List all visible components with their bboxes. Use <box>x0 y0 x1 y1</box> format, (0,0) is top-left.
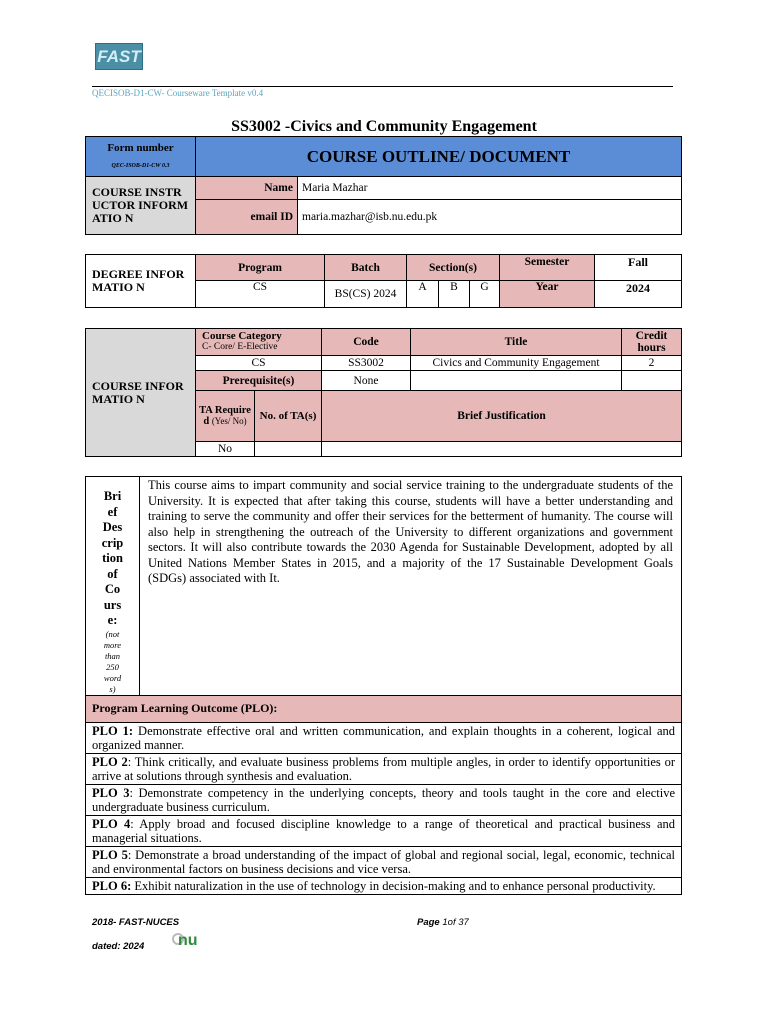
page-of: of 37 <box>447 917 469 928</box>
section-b: B <box>439 281 470 308</box>
category-label: Course Category <box>202 330 282 342</box>
description-label: Bri ef Des crip tion of Co urs e: <box>101 489 124 627</box>
plo-text: Demonstrate effective oral and written communication, and explain thoughts in a coherent, logical and organized manner. <box>92 723 675 752</box>
email-label: email ID <box>196 199 298 234</box>
ta-required-sub: (Yes/ No) <box>211 416 247 426</box>
category-legend: C- Core/ E-Elective <box>202 342 278 352</box>
justification-label: Brief Justification <box>322 391 682 442</box>
footer-left: 2018- FAST-NUCES <box>92 917 180 928</box>
name-label: Name <box>196 177 298 199</box>
course-table <box>85 328 682 457</box>
description-note: (not more than 250 word s) <box>103 628 122 694</box>
year-label: Year <box>500 281 595 308</box>
degree-section-label: DEGREE INFORMATIO N <box>86 255 196 308</box>
nu-logo <box>172 931 198 951</box>
form-number-label: Form number <box>107 141 174 154</box>
ta-required-cell <box>196 391 255 442</box>
description-text: This course aims to impart community and social service training to the undergraduate students of the University. It is expected that after taking this course, students will have a better understanding and training to serve the community and offer their services for the betterment of humanity. The course will also help in strengthening the outreach of the University to different organizations and government sectors. It will also contribute towards the 2030 Agenda for Sustainable Development, adopted by all United Nations Member States in 2015, and a majority of the 17 Sustainable Development Goals (SDGs) associated with It. <box>140 477 682 696</box>
credit-value: 2 <box>622 356 682 371</box>
email-value: maria.mazhar@isb.nu.edu.pk <box>298 199 682 234</box>
plo-item <box>86 815 682 846</box>
title-value: Civics and Community Engagement <box>411 356 622 371</box>
prereq-label: Prerequisite(s) <box>196 371 322 391</box>
nu-logo-text: nu <box>178 932 198 949</box>
plo-label: PLO 6: <box>92 878 132 893</box>
description-plo-table <box>85 476 682 895</box>
plo-label: PLO 4 <box>92 816 131 831</box>
page-title: SS3002 -Civics and Community Engagement <box>231 118 537 135</box>
ta-count-value <box>255 442 322 457</box>
ta-count-label: No. of TA(s) <box>255 391 322 442</box>
plo-label: PLO 2 <box>92 754 128 769</box>
program-label: Program <box>196 255 325 281</box>
plo-label: PLO 1: <box>92 723 134 738</box>
credit-label: Credit hours <box>622 329 682 356</box>
title-label: Title <box>411 329 622 356</box>
section-g: G <box>470 281 500 308</box>
plo-item <box>86 722 682 753</box>
footer-page <box>417 917 469 928</box>
semester-label: Semester <box>500 255 595 281</box>
prereq-extra-2 <box>622 371 682 391</box>
plo-text: : Demonstrate a broad understanding of the impact of global and regional social, legal, economic, technical and environmental factors on business decisions and vice versa. <box>92 847 675 876</box>
code-value: SS3002 <box>322 356 411 371</box>
form-number-cell <box>86 137 196 177</box>
plo-text: : Apply broad and focused discipline knowledge to a range of theoretical and practical business and managerial situations. <box>92 816 675 845</box>
name-value: Maria Mazhar <box>298 177 682 199</box>
footer-dated: dated: 2024 <box>92 941 145 952</box>
plo-item <box>86 784 682 815</box>
form-number-value: QEC-ISOB-D1-CW 0.3 <box>111 162 170 169</box>
plo-text: : Think critically, and evaluate business problems from multiple angles, in order to identify opportunities or arrive at solutions through synthesis and evaluation. <box>92 754 675 783</box>
code-label: Code <box>322 329 411 356</box>
page-prefix: Page <box>417 917 443 928</box>
program-value: CS <box>196 281 325 308</box>
header-rule <box>92 86 673 87</box>
prereq-extra <box>411 371 622 391</box>
instructor-table <box>85 136 682 235</box>
degree-table <box>85 254 682 308</box>
plo-label: PLO 3 <box>92 785 130 800</box>
plo-text: Exhibit naturalization in the use of technology in decision-making and to enhance personal productivity. <box>131 878 656 893</box>
plo-item <box>86 846 682 877</box>
justification-value <box>322 442 682 457</box>
ta-required-label: TA Require d <box>199 405 251 427</box>
course-section-label: COURSE INFORMATIO N <box>86 329 196 457</box>
plo-label: PLO 5 <box>92 847 128 862</box>
page-current: 1 <box>442 917 448 928</box>
category-cell <box>196 329 322 356</box>
category-value: CS <box>196 356 322 371</box>
template-id: QECISOB-D1-CW- Courseware Template v0.4 <box>92 88 264 98</box>
plo-text: : Demonstrate competency in the underlying concepts, theory and tools taught in the core and elective undergraduate business curriculum. <box>92 785 675 814</box>
year-value: 2024 <box>595 281 682 308</box>
batch-label: Batch <box>325 255 407 281</box>
instructor-section-label: COURSE INSTRUCTOR INFORMATIO N <box>86 177 196 235</box>
prereq-value: None <box>322 371 411 391</box>
section-a: A <box>407 281 439 308</box>
document-title: COURSE OUTLINE/ DOCUMENT <box>196 137 682 177</box>
semester-value: Fall <box>595 255 682 281</box>
fast-logo: FAST <box>95 43 143 70</box>
ta-required-value: No <box>196 442 255 457</box>
description-label-cell <box>86 477 140 696</box>
batch-value: BS(CS) 2024 <box>325 281 407 308</box>
sections-label: Section(s) <box>407 255 500 281</box>
plo-item <box>86 753 682 784</box>
plo-heading: Program Learning Outcome (PLO): <box>86 695 682 722</box>
plo-item <box>86 877 682 894</box>
